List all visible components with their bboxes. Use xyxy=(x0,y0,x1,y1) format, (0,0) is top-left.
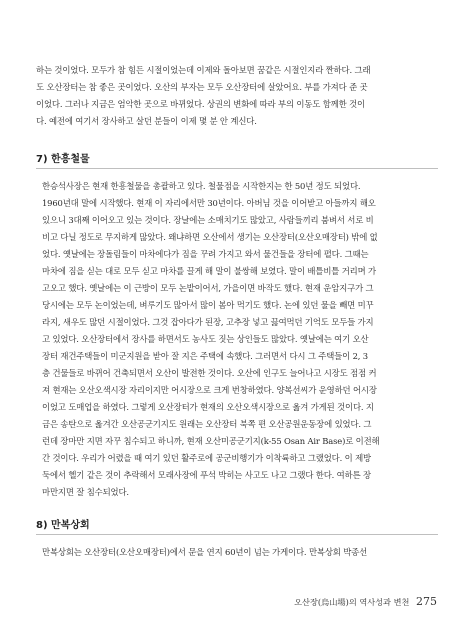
paragraph-hanheung-story xyxy=(36,178,438,501)
text-line: 도 오산장터는 참 좋은 곳이었다. 오산의 부자는 모두 오산장터에 살았어요. 부를 가져다 준 곳 xyxy=(36,82,368,92)
text-line: 이었다. 그러나 지금은 엄악한 곳으로 바뀌었다. 상권의 변화에 따라 부의 이동도 함께한 것이 xyxy=(36,99,365,109)
text-line: 라지, 새우도 많던 시절이었다. 그것 잡아다가 된장, 고추장 넣고 끓여먹던 기억도 모두들 가지 xyxy=(42,317,374,327)
page-footer xyxy=(294,595,437,608)
text-line: 장터 재건주택들이 미군지원을 받아 잘 지은 주택에 속했다. 그러면서 다시 그 주택들이 2, 3 xyxy=(42,351,368,361)
section-heading-manbok: 8) 만복상회 xyxy=(36,520,90,531)
text-line: 었다. 옛날에는 장돌림들이 마차에다가 짐을 꾸려 가지고 와서 물건들을 장터에 펼다. 그때는 xyxy=(42,249,369,259)
text-line: 마만지면 잘 침수되었다. xyxy=(42,487,129,497)
text-line: 당시에는 모두 논이었는데, 벼루기도 많아서 많이 봄아 먹기도 했다. 논에 있던 물을 빼면 미꾸 xyxy=(42,300,374,310)
text-line: 층 건물들로 바뀌어 건축되면서 오산이 발전한 것이다. 오산에 인구도 늘어나고 시장도 점점 커 xyxy=(42,368,377,378)
text-line: 비고 다닐 정도로 무지하게 많았다. 왜냐하면 오산에서 생기는 오산장터(오산오매장터) 밖에 없 xyxy=(42,232,378,242)
text-line: 져 현재는 오산오색시장 자리이지만 어시장으로 크게 번창하였다. 양복선씨가 운영하던 어시장 xyxy=(42,385,377,395)
text-line: 런데 장마만 지면 자꾸 침수되고 하니까, 현재 오산미공군기지(k-55 Osan Air Base)로 이전해 xyxy=(42,436,380,446)
paragraph-market-wealth xyxy=(36,62,438,130)
text-line: 고오고 했다. 옛날에는 이 근방이 모두 논밭이어서, 가을이면 바작도 했다. 현재 운암지구가 그 xyxy=(42,283,374,293)
text-line: 고 있었다. 오산장터에서 장사를 하면서도 농사도 짓는 상인들도 많았다. 옛날에는 여기 오산 xyxy=(42,334,369,344)
text-line: 만복상회는 오산장터(오산오매장터)에서 문을 연지 60년이 넘는 가게이다. 만복상회 박종선 xyxy=(42,547,368,557)
text-line: 다. 예전에 여기서 장사하고 살던 분들이 이제 몇 분 안 계신다. xyxy=(36,116,257,126)
text-line: 마차에 짐을 싣는 대로 모두 싣고 마차를 끌게 해 말이 불쌍해 보였다. 말이 배틀비틀 거리며 가 xyxy=(42,266,376,276)
text-line: 한승석사장은 현재 한흥철물을 총괄하고 있다. 철물점을 시작한지는 한 50년 정도 되었다. xyxy=(42,181,361,191)
text-line: 하는 것이었다. 모두가 참 힘든 시절이었는데 이제와 돌아보면 꿈같은 시절인지라 짠하다. 그래 xyxy=(36,65,371,75)
text-line: 1960년대 말에 시작했다. 현재 이 자리에서만 30년이다. 아버님 것을 이어받고 아들까지 해오 xyxy=(42,198,376,208)
text-line: 둑에서 헬기 같은 것이 추락해서 모래사장에 푸석 박히는 사고도 나고 그랬다 한다. 여하튼 장 xyxy=(42,470,371,480)
text-line: 금은 송탄으로 옮겨간 오산공군기지도 원래는 오산장터 북쪽 편 오산공원운동장에 있었다. 그 xyxy=(42,419,372,429)
section-heading-hanheung: 7) 한흥철물 xyxy=(36,154,90,165)
page-number: 275 xyxy=(416,595,437,608)
text-line: 있으니 3대째 이어오고 있는 것이다. 장날에는 소매치기도 많았고, 사람들끼리 붐벼서 서로 비 xyxy=(42,215,374,225)
section-divider xyxy=(36,534,438,535)
text-line: 간 것이다. 우리가 어렸을 때 여기 있던 활주로에 공군비행기가 이착륙하고 그랬었다. 이 제방 xyxy=(42,453,371,463)
text-line: 이었고 도매업을 하였다. 그렇게 오산장터가 현재의 오산오색시장으로 옮겨 가게된 것이다. 지 xyxy=(42,402,374,412)
paragraph-manbok-intro xyxy=(36,544,438,561)
section-divider xyxy=(36,168,438,169)
running-title: 오산장(烏山場)의 역사성과 변천 xyxy=(294,597,410,607)
